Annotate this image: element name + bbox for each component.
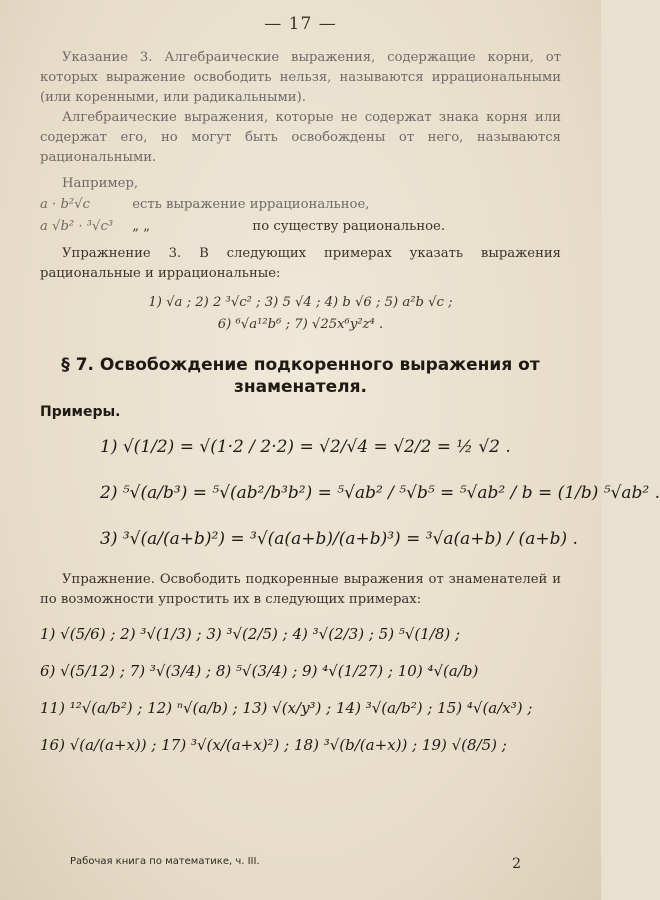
exercise-row: 1) √(5/6) ; 2) ³√(1/3) ; 3) ³√(2/5) ; 4) ³√(2/3) ; 5) ⁵√(1/8) ;: [40, 625, 461, 643]
rational-text: по существу рациональное.: [252, 219, 446, 234]
section-title: § 7. Освобождение подкоренного выражения от знаменателя.: [61, 355, 540, 397]
page-number: — 17 —: [264, 14, 337, 34]
ditto-marks: „ „: [132, 219, 151, 234]
exercise-intro: Упражнение. Освободить подкоренные выражения от знаменателей и по возможности упростить их в следующих примерах:: [40, 572, 561, 607]
irrational-expression: a · b²√c: [40, 197, 90, 212]
exercise-row: 6) √(5/12) ; 7) ³√(3/4) ; 8) ⁵√(3/4) ; 9) ⁴√(1/27) ; 10) ⁴√(a/b): [40, 662, 479, 680]
exercise-row: 16) √(a/(a+x)) ; 17) ³√(x/(a+x)²) ; 18) ³√(b/(a+x)) ; 19) √(8/5) ;: [40, 736, 507, 754]
example-1: 1) √(1/2) = √(1·2 / 2·2) = √2/√4 = √2/2 = ½ √2 .: [100, 437, 511, 457]
irrational-text: есть выражение иррациональное,: [132, 197, 370, 212]
exercise-3-items-1: 1) √a ; 2) 2 ³√c² ; 3) 5 √4 ; 4) b √6 ; 5) a²b √c ;: [148, 295, 453, 310]
footer-book-title: Рабочая книга по математике, ч. III.: [70, 856, 260, 867]
rational-expression: a √b² · ³√c³: [40, 219, 114, 234]
page-footer: [70, 856, 521, 872]
exercise-3-items-2: 6) ⁶√a¹²b⁶ ; 7) √25x⁶y²z⁴ .: [217, 317, 384, 332]
note-3: Указание 3. Алгебраические выражения, содержащие корни, от которых выражение освободить нельзя, называются иррациональными (или коренными, или радикальными).: [40, 50, 561, 105]
footer-signature-number: 2: [512, 856, 521, 872]
exercise-list: [40, 616, 561, 764]
example-2: 2) ⁵√(a/b³) = ⁵√(ab²/b³b²) = ⁵√ab² / ⁵√b⁵ = ⁵√ab² / b = (1/b) ⁵√ab² .: [100, 483, 660, 503]
note-3-continued: Алгебраические выражения, которые не содержат знака корня или содержат его, но могут быть освобождены от него, называются рациональными.: [40, 110, 561, 165]
for-example-label: Например,: [62, 176, 139, 191]
exercise-3: Упражнение 3. В следующих примерах указать выражения рациональные и иррациональные:: [40, 246, 561, 281]
example-line-2: [40, 216, 561, 238]
exercise-row: 11) ¹²√(a/b²) ; 12) ⁿ√(a/b) ; 13) √(x/y³) ; 14) ³√(a/b²) ; 15) ⁴√(a/x³) ;: [40, 699, 533, 717]
examples-label: Примеры.: [40, 404, 121, 420]
example-line-1: [40, 194, 561, 216]
example-3: 3) ³√(a/(a+b)²) = ³√(a(a+b)/(a+b)³) = ³√a(a+b) / (a+b) .: [100, 529, 578, 549]
